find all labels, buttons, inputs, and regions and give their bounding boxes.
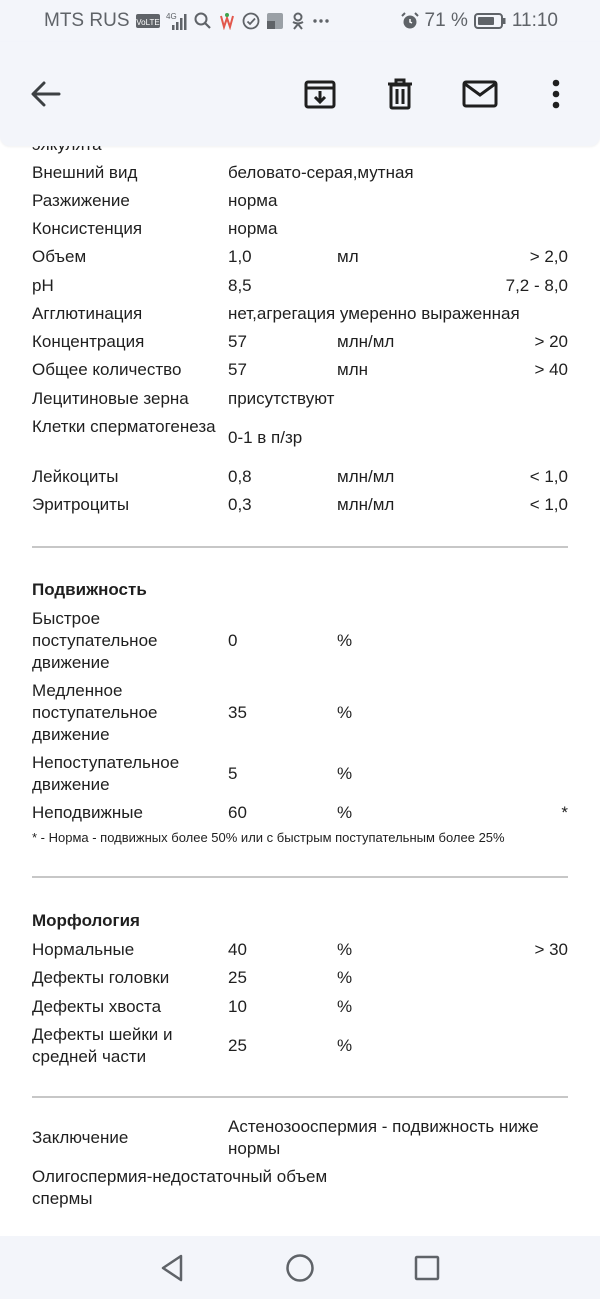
param-norm: > 2,0	[529, 247, 568, 266]
param-name: Дефекты шейки и средней части	[32, 1025, 173, 1066]
nav-home-button[interactable]	[284, 1252, 316, 1284]
carrier-name: MTS RUS	[44, 10, 130, 31]
svg-text:4G: 4G	[165, 12, 177, 21]
conclusion-text: Астенозооспермия - подвижность ниже нормы	[228, 1117, 539, 1158]
volte-icon	[136, 13, 160, 29]
morphology-title: Морфология	[32, 911, 140, 930]
conclusion-extra: Олигоспермия-недостаточный объем спермы	[32, 1167, 328, 1208]
archive-icon	[304, 78, 336, 110]
mail-toolbar	[0, 42, 600, 146]
param-value: 57	[228, 360, 247, 379]
nav-back-icon	[159, 1253, 185, 1283]
param-unit: %	[337, 764, 353, 783]
param-value: 57	[228, 332, 247, 351]
more-options-button[interactable]	[534, 72, 578, 116]
param-unit: млн/мл	[337, 495, 395, 514]
param-unit: %	[337, 968, 353, 987]
more-notifications-icon	[312, 12, 330, 30]
signal-icon	[166, 12, 188, 30]
param-name: Лецитиновые зерна	[32, 389, 189, 408]
param-name: Агглютинация	[32, 304, 143, 323]
param-name: Разжижение	[32, 191, 130, 210]
param-value: 10	[228, 997, 247, 1016]
param-norm: < 1,0	[529, 467, 568, 486]
battery-icon	[474, 13, 506, 29]
battery-percent: 71 %	[424, 10, 468, 31]
param-value: беловато-серая,мутная	[228, 163, 414, 182]
param-name: Дефекты головки	[32, 968, 170, 987]
app-notification-icon	[218, 12, 236, 30]
nav-home-icon	[285, 1253, 315, 1283]
param-name: Общее количество	[32, 360, 182, 379]
trash-icon	[386, 78, 414, 110]
mark-unread-button[interactable]	[458, 72, 502, 116]
param-value: 5	[228, 764, 238, 783]
param-norm: > 40	[534, 360, 568, 379]
param-value: нет,агрегация умеренно выраженная	[228, 304, 520, 323]
motility-footnote: * - Норма - подвижных более 50% или с быстрым поступательным более 25%	[32, 830, 505, 845]
param-unit: %	[337, 997, 353, 1016]
status-bar	[0, 0, 600, 42]
param-value: 25	[228, 968, 247, 987]
param-norm: 7,2 - 8,0	[505, 276, 568, 295]
gallery-icon	[266, 12, 284, 30]
param-value: 0,8	[228, 467, 252, 486]
param-name: Быстрое поступательное движение	[32, 609, 158, 672]
nav-recents-icon	[413, 1254, 441, 1282]
param-value: 0-1 в п/зр	[228, 428, 303, 447]
delete-button[interactable]	[378, 72, 422, 116]
param-name: Концентрация	[32, 332, 145, 351]
param-value: 60	[228, 803, 247, 822]
param-name: Дефекты хвоста	[32, 997, 162, 1016]
param-norm: > 20	[534, 332, 568, 351]
param-value: 0	[228, 631, 238, 650]
back-arrow-icon	[31, 81, 61, 107]
param-name: Клетки сперматогенеза	[32, 417, 216, 436]
param-value: норма	[228, 191, 278, 210]
motility-title: Подвижность	[32, 580, 147, 599]
divider	[32, 546, 568, 548]
param-value: присутствуют	[228, 389, 335, 408]
param-norm: > 30	[534, 940, 568, 959]
param-unit: %	[337, 940, 353, 959]
alarm-icon	[401, 12, 419, 30]
param-value: 8,5	[228, 276, 252, 295]
param-name: pH	[32, 276, 54, 295]
param-unit: млн/мл	[337, 467, 395, 486]
archive-button[interactable]	[298, 72, 342, 116]
param-unit: млн/мл	[337, 332, 395, 351]
back-button[interactable]	[24, 72, 68, 116]
param-value: 35	[228, 703, 247, 722]
param-norm: < 1,0	[529, 495, 568, 514]
param-name: Эритроциты	[32, 495, 130, 514]
param-unit: %	[337, 703, 353, 722]
mail-icon	[462, 80, 498, 108]
param-unit: %	[337, 803, 353, 822]
odnoklassniki-icon	[290, 12, 306, 30]
param-name: Консистенция	[32, 219, 143, 238]
param-value: 40	[228, 940, 247, 959]
system-nav-bar	[0, 1236, 600, 1299]
nav-recents-button[interactable]	[411, 1252, 443, 1284]
param-unit: млн	[337, 360, 368, 379]
param-value: 0,3	[228, 495, 252, 514]
param-name: Неподвижные	[32, 803, 143, 822]
check-circle-icon	[242, 12, 260, 30]
search-icon	[194, 12, 212, 30]
param-name: Медленное поступательное движение	[32, 681, 158, 744]
param-name: Объем	[32, 247, 87, 266]
param-value: 25	[228, 1036, 247, 1055]
nav-back-button[interactable]	[156, 1252, 188, 1284]
divider	[32, 876, 568, 878]
conclusion-label: Заключение	[32, 1128, 129, 1147]
param-name: Внешний вид	[32, 163, 138, 182]
param-name: Лейкоциты	[32, 467, 119, 486]
param-value: 1,0	[228, 247, 252, 266]
param-norm: *	[561, 803, 568, 822]
divider	[32, 1096, 568, 1098]
more-vert-icon	[551, 79, 561, 109]
param-unit: %	[337, 631, 353, 650]
param-unit: мл	[337, 247, 359, 266]
svg-text:VoLTE: VoLTE	[135, 18, 160, 27]
param-name: Непоступательное движение	[32, 753, 180, 794]
param-unit: %	[337, 1036, 353, 1055]
param-value: норма	[228, 219, 278, 238]
clock: 11:10	[511, 10, 558, 31]
param-name: Нормальные	[32, 940, 135, 959]
